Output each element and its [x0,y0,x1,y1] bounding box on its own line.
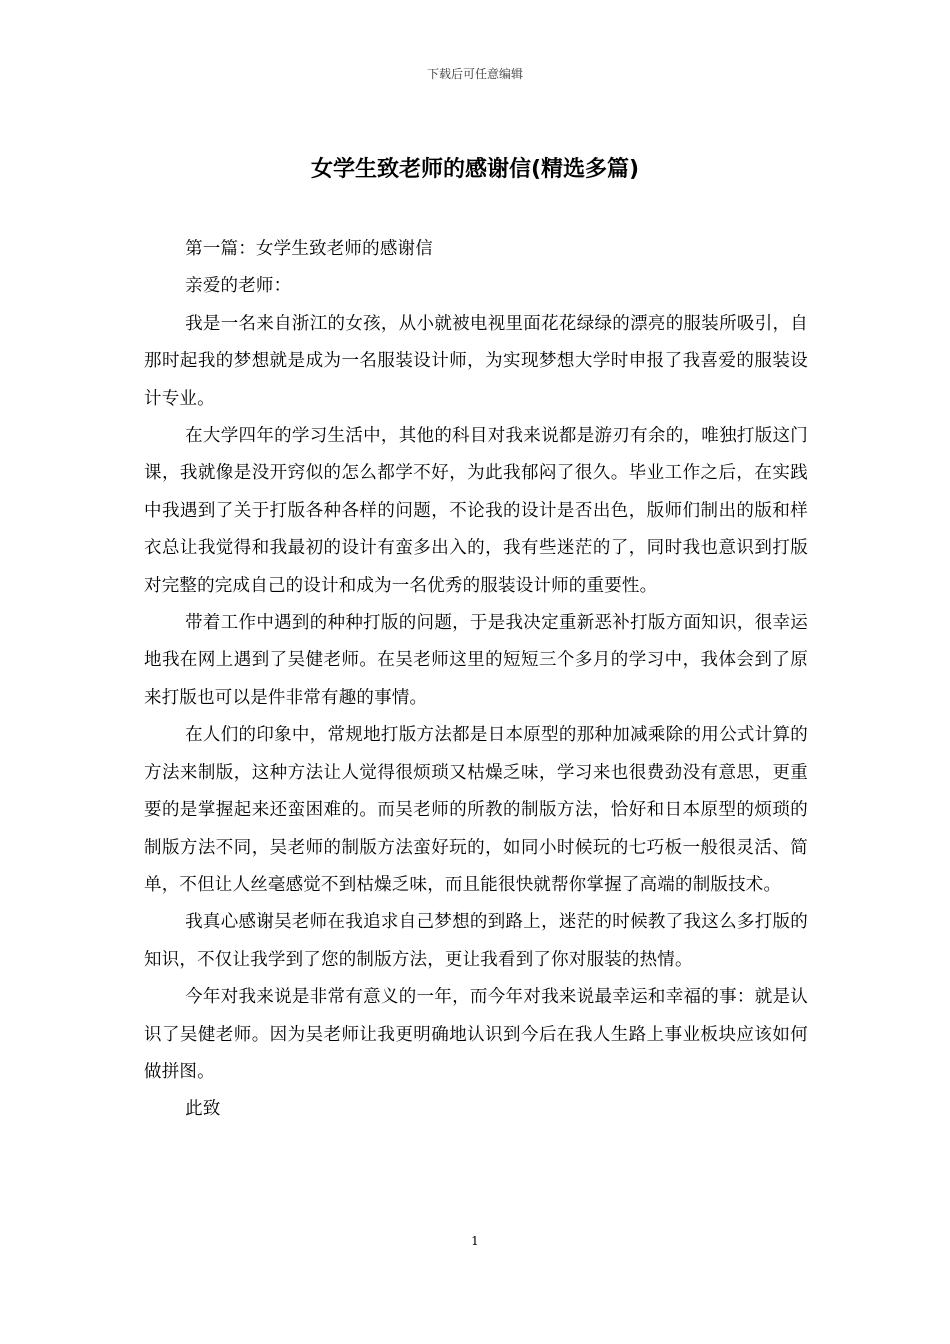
salutation: 亲爱的老师： [185,276,292,297]
page-number: 1 [471,1234,479,1248]
body-paragraph: 在人们的印象中，常规地打版方法都是日本原型的那种加减乘除的用公式计算的方法来制版，这种方法让人觉得很烦琐又枯燥乏味，学习来也很费劲没有意思，更重要的是掌握起来还蛮困难的。而吴老师的所教的制版方法，恰好和日本原型的烦琐的制版方法不同，吴老师的制版方法蛮好玩的，如同小时候玩的七巧板一般很灵活、简单，不但让人丝毫感觉不到枯燥乏味，而且能很快就帮你掌握了高端的制版技术。 [144,725,808,895]
body-paragraph: 今年对我来说是非常有意义的一年，而今年对我来说最幸运和幸福的事：就是认识了吴健老师。因为吴老师让我更明确地认识到今后在我人生路上事业板块应该如何做拼图。 [144,987,808,1082]
body-paragraph: 在大学四年的学习生活中，其他的科目对我来说都是游刃有余的，唯独打版这门课，我就像是没开窍似的怎么都学不好，为此我郁闷了很久。毕业工作之后，在实践中我遇到了关于打版各种各样的问题，不论我的设计是否出色，版师们制出的版和样衣总让我觉得和我最初的设计有蛮多出入的，我有些迷茫的了，同时我也意识到打版对完整的完成自己的设计和成为一名优秀的服装设计师的重要性。 [144,426,808,596]
body-paragraph: 带着工作中遇到的种种打版的问题，于是我决定重新恶补打版方面知识，很幸运地我在网上遇到了吴健老师。在吴老师这里的短短三个多月的学习中，我体会到了原来打版也可以是件非常有趣的事情。 [144,613,808,708]
body-paragraph: 我真心感谢吴老师在我追求自己梦想的到路上，迷茫的时候教了我这么多打版的知识，不仅让我学到了您的制版方法，更让我看到了你对服装的热情。 [144,912,808,970]
page-header: 下载后可任意编辑 [426,67,523,81]
document-title: 女学生致老师的感谢信(精选多篇) [310,157,640,182]
document-body [144,231,808,1129]
closing-phrase: 此致 [185,1099,221,1120]
section-heading: 第一篇：女学生致老师的感谢信 [185,239,433,259]
body-paragraph: 我是一名来自浙江的女孩，从小就被电视里面花花绿绿的漂亮的服装所吸引，自那时起我的梦想就是成为一名服装设计师，为实现梦想大学时申报了我喜爱的服装设计专业。 [144,313,808,409]
